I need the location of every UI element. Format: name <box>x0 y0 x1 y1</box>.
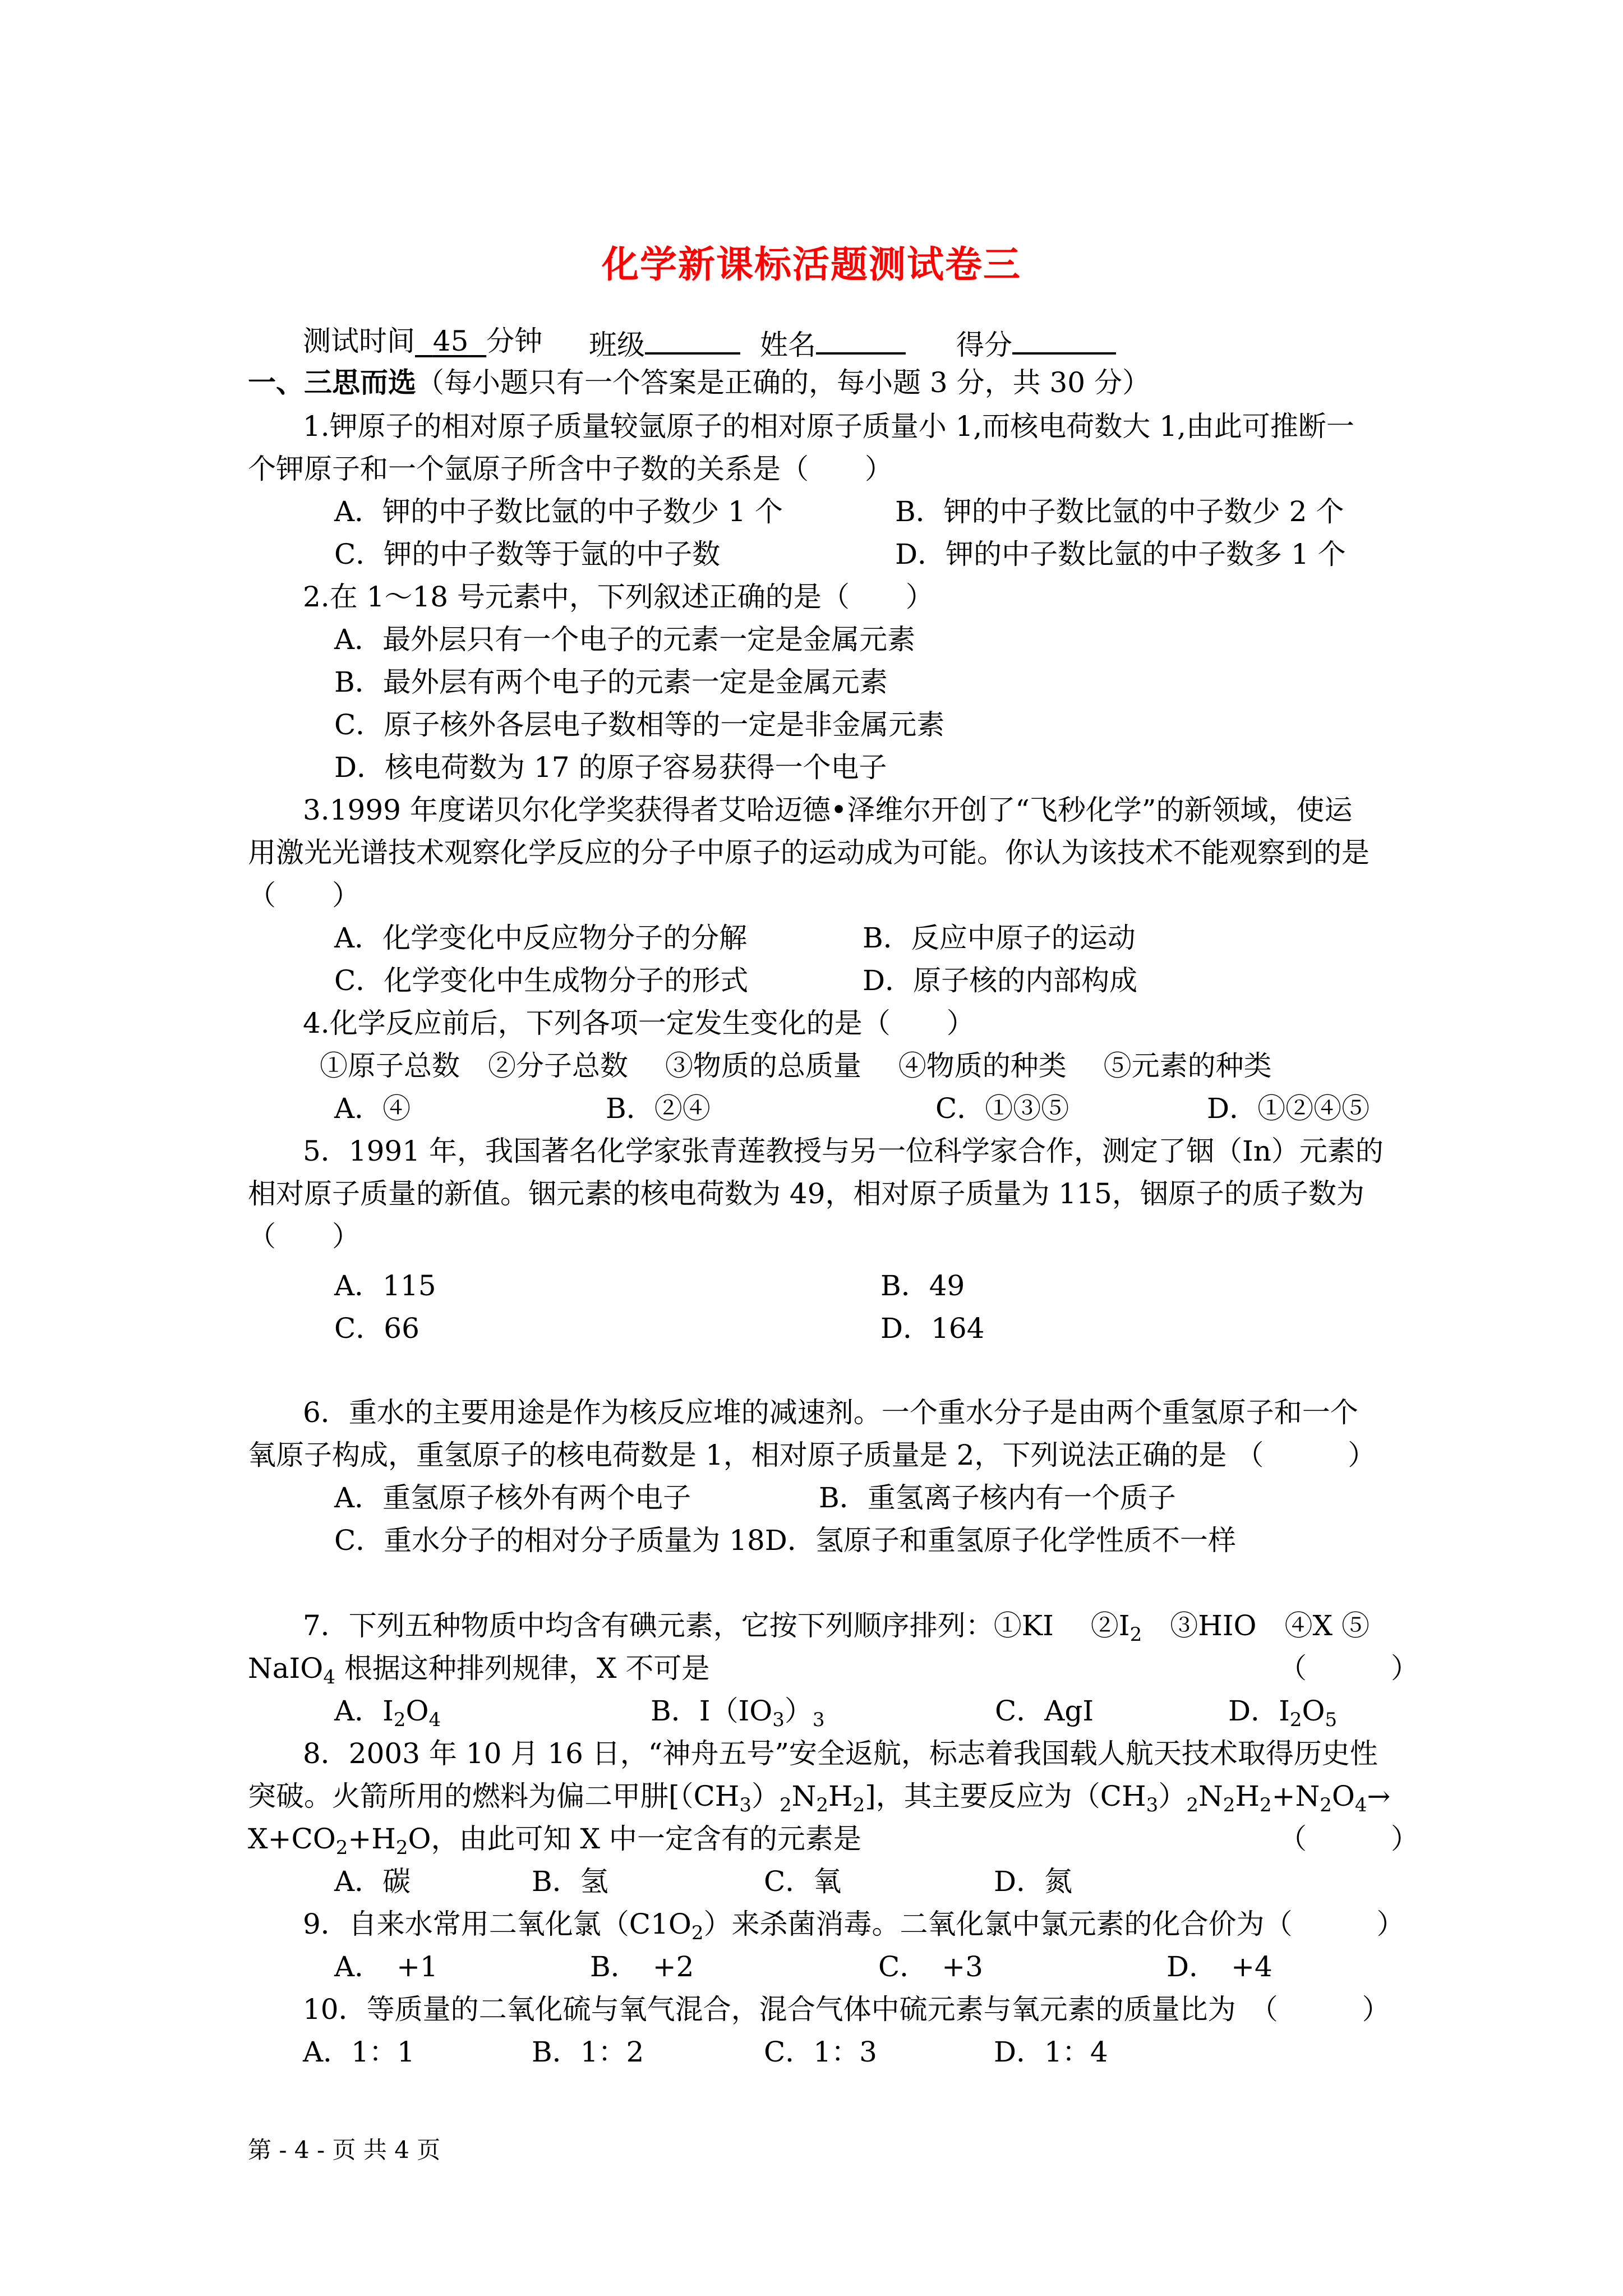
q8-answer-paren: （ ） <box>1279 1823 1419 1855</box>
q10-option-b: B．1：2 <box>532 2036 644 2068</box>
q10-option-a: A．1：1 <box>303 2036 415 2068</box>
time-unit: 分钟 <box>486 325 543 357</box>
q3-option-c: C．化学变化中生成物分子的形式 <box>334 964 749 997</box>
q3-line3: （ ） <box>248 879 360 912</box>
q1-line1: 1.钾原子的相对原子质量较氩原子的相对原子质量小 1,而核电荷数大 1,由此可推断一 <box>303 410 1354 443</box>
q7-option-c: C．AgI <box>995 1695 1094 1727</box>
q10-option-d: D．1：4 <box>994 2036 1108 2068</box>
q6-line2: 氧原子构成，重氢原子的核电荷数是 1，相对原子质量是 2，下列说法正确的是 （ ） <box>248 1439 1376 1471</box>
q10-option-c: C．1：3 <box>764 2036 877 2068</box>
q5-line2: 相对原子质量的新值。铟元素的核电荷数为 49，相对原子质量为 115，铟原子的质子数为 <box>248 1177 1364 1210</box>
section-heading <box>248 366 1150 399</box>
q4-items: ①原子总数 ②分子总数 ③物质的总质量 ④物质的种类 ⑤元素的种类 <box>320 1050 1272 1082</box>
q2-option-b: B．最外层有两个电子的元素一定是金属元素 <box>334 666 888 698</box>
q4-option-b: B．②④ <box>606 1092 711 1125</box>
name-label: 姓名 <box>760 329 816 361</box>
q3-line1: 3.1999 年度诺贝尔化学奖获得者艾哈迈德•泽维尔开创了“飞秒化学”的新领域，使运 <box>303 794 1353 826</box>
q4-option-d: D．①②④⑤ <box>1207 1092 1370 1125</box>
q10-stem: 10．等质量的二氧化硫与氧气混合，混合气体中硫元素与氧元素的质量比为 （ ） <box>303 1993 1390 2026</box>
section-heading-text: 一、三思而选 <box>248 366 416 399</box>
q9-option-b: B． +2 <box>590 1950 694 1983</box>
q5-option-c: C．66 <box>334 1312 419 1345</box>
q2-option-d: D．核电荷数为 17 的原子容易获得一个电子 <box>334 751 887 784</box>
q8-option-c: C．氧 <box>764 1865 842 1898</box>
q3-option-d: D．原子核的内部构成 <box>863 964 1138 997</box>
q1-option-b: B．钾的中子数比氩的中子数少 2 个 <box>895 495 1344 528</box>
name-field <box>760 324 906 362</box>
page-title: 化学新课标活题测试卷三 <box>602 242 1021 286</box>
q6-option-b: B．重氢离子核内有一个质子 <box>819 1481 1176 1514</box>
q1-option-a: A．钾的中子数比氩的中子数少 1 个 <box>334 495 783 528</box>
q7-line1: 7．下列五种物质中均含有碘元素，它按下列顺序排列：①KI $②I_2$ ③HIO ④X ⑤ <box>303 1609 1370 1646</box>
q2-stem: 2.在 1～18 号元素中，下列叙述正确的是（ ） <box>303 581 934 613</box>
q9-option-a: A． +1 <box>334 1950 438 1983</box>
score-label: 得分 <box>956 329 1012 361</box>
time-label: 测试时间 <box>303 325 415 357</box>
q5-line1: 5．1991 年，我国著名化学家张青莲教授与另一位科学家合作，测定了铟（In）元素的 <box>303 1135 1384 1167</box>
class-field <box>589 324 740 362</box>
q2-option-c: C．原子核外各层电子数相等的一定是非金属元素 <box>334 708 945 741</box>
name-blank[interactable] <box>816 324 906 355</box>
q8-line1: 8．2003 年 10 月 16 日，“神舟五号”安全返航，标志着我国载人航天技术取得历史性 <box>303 1737 1378 1770</box>
info-line <box>303 324 542 358</box>
score-blank[interactable] <box>1012 324 1116 355</box>
q7-option-b: B．$I(IO_3)_3$ <box>651 1695 825 1731</box>
class-blank[interactable] <box>645 324 740 355</box>
q9-option-c: C． +3 <box>878 1950 983 1983</box>
q9-stem: 9．自来水常用二氧化氯$(C1O_2)$来杀菌消毒。二氧化氯中氯元素的化合价为（ ） <box>303 1908 1405 1944</box>
q8-line3: $X+CO_2+H_2O$，由此可知 X 中一定含有的元素是 <box>248 1823 861 1859</box>
section-note: （每小题只有一个答案是正确的，每小题 3 分，共 30 分） <box>416 366 1151 399</box>
q1-option-d: D．钾的中子数比氩的中子数多 1 个 <box>895 538 1346 570</box>
time-value: 45 <box>432 325 469 357</box>
q9-option-d: D． +4 <box>1166 1950 1272 1983</box>
q4-option-a: A．④ <box>334 1092 411 1125</box>
q3-line2: 用激光光谱技术观察化学反应的分子中原子的运动成为可能。你认为该技术不能观察到的是 <box>248 836 1370 869</box>
q8-option-d: D．氮 <box>994 1865 1073 1898</box>
q2-option-a: A．最外层只有一个电子的元素一定是金属元素 <box>334 623 916 656</box>
class-label: 班级 <box>589 329 645 361</box>
q3-option-a: A．化学变化中反应物分子的分解 <box>334 922 748 954</box>
q7-line2: NaIO$_4$ 根据这种排列规律，X 不可是 <box>248 1652 710 1688</box>
q1-option-c: C．钾的中子数等于氩的中子数 <box>334 538 721 570</box>
q3-option-b: B．反应中原子的运动 <box>863 922 1136 954</box>
q8-option-b: B．氢 <box>532 1865 608 1898</box>
q8-option-a: A．碳 <box>334 1865 411 1898</box>
score-field <box>956 324 1116 362</box>
q4-stem: 4.化学反应前后，下列各项一定发生变化的是（ ） <box>303 1007 975 1039</box>
q7-answer-paren: （ ） <box>1279 1652 1419 1685</box>
q6-option-a: A．重氢原子核外有两个电子 <box>334 1481 691 1514</box>
q5-option-a: A．115 <box>334 1269 436 1302</box>
page-footer: 第 - 4 - 页 共 4 页 <box>248 2136 441 2164</box>
q5-line3: （ ） <box>248 1220 360 1253</box>
q6-line1: 6．重水的主要用途是作为核反应堆的减速剂。一个重水分子是由两个重氢原子和一个 <box>303 1396 1358 1429</box>
q7-option-a: A．$I_2O_4$ <box>334 1695 441 1731</box>
q4-option-c: C．①③⑤ <box>935 1092 1069 1125</box>
q5-option-d: D．164 <box>880 1312 985 1345</box>
q5-option-b: B．49 <box>880 1269 965 1302</box>
q1-line2: 个钾原子和一个氩原子所含中子数的关系是（ ） <box>248 453 893 485</box>
q7-option-d: D．$I_2O_5$ <box>1228 1695 1338 1731</box>
q8-line2: 突破。火箭所用的燃料为偏二甲肼$[(CH_3)_2N_2H_2]$，其主要反应为$(CH_3)_2N_2H_2+N_2O_4\to$ <box>248 1780 1391 1816</box>
q6-option-cd: C．重水分子的相对分子质量为 18D．氢原子和重氢原子化学性质不一样 <box>334 1524 1236 1557</box>
